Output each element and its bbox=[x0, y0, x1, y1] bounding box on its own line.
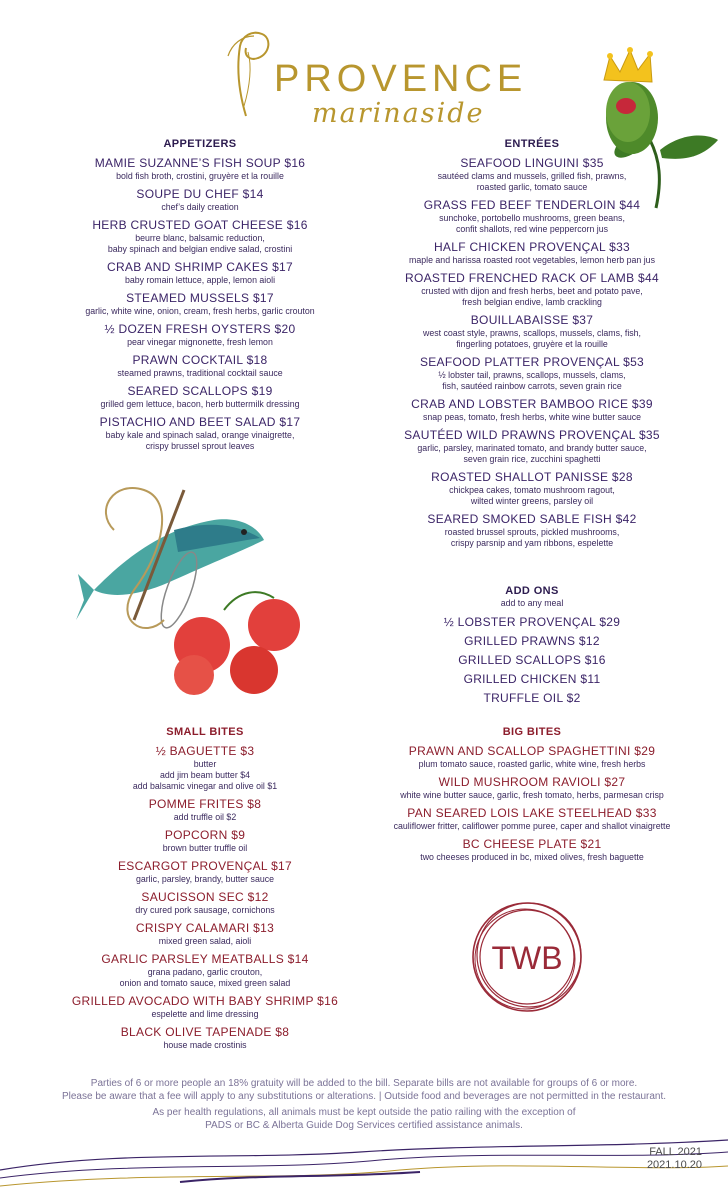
menu-date: 2021.10.20 bbox=[646, 1159, 702, 1171]
menu-item bbox=[372, 198, 692, 235]
section-heading-appetizers: APPETIZERS bbox=[163, 138, 237, 150]
section-heading-big-bites: BIG BITES bbox=[502, 726, 562, 738]
menu-item-description: add truffle oil $2 bbox=[173, 812, 237, 822]
menu-item-name: PAN SEARED LOIS LAKE STEELHEAD $33 bbox=[407, 806, 657, 820]
menu-item-description: grana padano, garlic crouton, bbox=[147, 967, 263, 977]
menu-item-description: white wine butter sauce, garlic, fresh tomato, herbs, parmesan crisp bbox=[400, 790, 664, 800]
addon-item: GRILLED SCALLOPS $16 bbox=[458, 653, 606, 667]
menu-item-description: butter bbox=[193, 759, 217, 769]
menu-item-description: garlic, white wine, onion, cream, fresh herbs, garlic crouton bbox=[85, 306, 315, 316]
section-heading-small-bites: SMALL BITES bbox=[166, 726, 244, 738]
menu-item-description: crispy parsnip and yam ribbons, espelette bbox=[450, 538, 614, 548]
brand-tagline: marinaside bbox=[312, 98, 485, 129]
menu-item-description: garlic, parsley, brandy, butter sauce bbox=[135, 874, 275, 884]
menu-item-description: baby spinach and belgian endive salad, crostini bbox=[107, 244, 293, 254]
menu-item-description: bold fish broth, crostini, gruyère et la rouille bbox=[116, 171, 284, 181]
menu-item-name: SEAFOOD PLATTER PROVENÇAL $53 bbox=[419, 355, 645, 369]
menu-item-description: fresh belgian endive, lamb crackling bbox=[462, 297, 602, 307]
menu-item-name: GRILLED AVOCADO WITH BABY SHRIMP $16 bbox=[71, 994, 339, 1008]
menu-item-name: ½ DOZEN FRESH OYSTERS $20 bbox=[104, 322, 296, 336]
menu-item bbox=[60, 415, 340, 452]
footer-line: PADS or BC & Alberta Guide Dog Services certified assistance animals. bbox=[205, 1119, 523, 1131]
menu-item bbox=[60, 218, 340, 255]
menu-item-description: espelette and lime dressing bbox=[151, 1009, 259, 1019]
menu-item-description: add jim beam butter $4 bbox=[160, 770, 250, 780]
menu-item-description: chickpea cakes, tomato mushroom ragout, bbox=[449, 485, 615, 495]
menu-item-name: ESCARGOT PROVENÇAL $17 bbox=[118, 859, 292, 873]
menu-item-name: SAUCISSON SEC $12 bbox=[141, 890, 269, 904]
menu-item-description: sunchoke, portobello mushrooms, green beans, bbox=[439, 213, 625, 223]
menu-item-name: SEAFOOD LINGUINI $35 bbox=[460, 156, 604, 170]
menu-item bbox=[372, 313, 692, 350]
fish-whisk-tomatoes-illustration bbox=[74, 470, 314, 710]
menu-item-description: plum tomato sauce, roasted garlic, white wine, fresh herbs bbox=[418, 759, 646, 769]
menu-item bbox=[60, 828, 350, 854]
menu-item-description: mixed green salad, aioli bbox=[158, 936, 252, 946]
menu-item bbox=[60, 384, 340, 410]
menu-item bbox=[60, 797, 350, 823]
small-bites-section bbox=[60, 726, 350, 1056]
menu-item bbox=[372, 428, 692, 465]
menu-item-description: crispy brussel sprout leaves bbox=[145, 441, 255, 451]
menu-item bbox=[60, 291, 340, 317]
footer-notes bbox=[30, 1078, 698, 1136]
menu-item-description: wilted winter greens, parsley oil bbox=[470, 496, 594, 506]
menu-item-description: baby kale and spinach salad, orange vinaigrette, bbox=[105, 430, 295, 440]
menu-item bbox=[60, 744, 350, 792]
menu-item-name: GRASS FED BEEF TENDERLOIN $44 bbox=[423, 198, 641, 212]
menu-item bbox=[372, 355, 692, 392]
menu-item bbox=[60, 260, 340, 286]
menu-item-name: POPCORN $9 bbox=[164, 828, 246, 842]
menu-item-description: seven grain rice, zucchini spaghetti bbox=[463, 454, 601, 464]
menu-item-description: roasted brussel sprouts, pickled mushrooms, bbox=[444, 527, 620, 537]
menu-item-description: cauliflower fritter, califlower pomme puree, caper and shallot vinaigrette bbox=[393, 821, 671, 831]
addons-subtitle: add to any meal bbox=[500, 598, 564, 608]
menu-item-name: BOUILLABAISSE $37 bbox=[470, 313, 594, 327]
big-bites-section bbox=[372, 726, 692, 868]
menu-item bbox=[372, 271, 692, 308]
section-heading-addons: ADD ONS bbox=[505, 585, 559, 597]
menu-item bbox=[60, 156, 340, 182]
menu-item-description: brown butter truffle oil bbox=[162, 843, 248, 853]
menu-item bbox=[60, 952, 350, 989]
menu-item-description: sautéed clams and mussels, grilled fish, prawns, bbox=[437, 171, 627, 181]
menu-item bbox=[60, 322, 340, 348]
menu-item-description: beurre blanc, balsamic reduction, bbox=[135, 233, 265, 243]
menu-item-description: grilled gem lettuce, bacon, herb buttermilk dressing bbox=[100, 399, 300, 409]
menu-item-name: WILD MUSHROOM RAVIOLI $27 bbox=[438, 775, 626, 789]
menu-item-description: steamed prawns, traditional cocktail sauce bbox=[117, 368, 283, 378]
menu-item-description: two cheeses produced in bc, mixed olives, fresh baguette bbox=[420, 852, 644, 862]
menu-item bbox=[60, 921, 350, 947]
menu-item-name: CRAB AND SHRIMP CAKES $17 bbox=[106, 260, 293, 274]
addons-section bbox=[372, 585, 692, 710]
menu-item bbox=[60, 859, 350, 885]
menu-item-name: BC CHEESE PLATE $21 bbox=[462, 837, 602, 851]
twb-logo bbox=[465, 895, 590, 1020]
menu-item-description: west coast style, prawns, scallops, mussels, clams, fish, bbox=[422, 328, 642, 338]
decorative-waves bbox=[0, 1130, 728, 1200]
menu-item-description: add balsamic vinegar and olive oil $1 bbox=[132, 781, 278, 791]
menu-item-description: pear vinegar mignonette, fresh lemon bbox=[127, 337, 273, 347]
provence-p-icon bbox=[218, 26, 274, 120]
menu-item bbox=[60, 353, 340, 379]
menu-item-name: CRAB AND LOBSTER BAMBOO RICE $39 bbox=[411, 397, 653, 411]
menu-season: FALL 2021 bbox=[649, 1146, 702, 1158]
menu-item-description: confit shallots, red wine peppercorn jus bbox=[455, 224, 609, 234]
menu-item-name: SEARED SCALLOPS $19 bbox=[127, 384, 273, 398]
menu-item-name: HERB CRUSTED GOAT CHEESE $16 bbox=[92, 218, 308, 232]
menu-item-description: fish, sautéed rainbow carrots, seven grain rice bbox=[442, 381, 622, 391]
menu-item-name: ½ BAGUETTE $3 bbox=[155, 744, 255, 758]
menu-item-description: fingerling potatoes, gruyère et la rouille bbox=[456, 339, 608, 349]
menu-item-description: snap peas, tomato, fresh herbs, white wine butter sauce bbox=[422, 412, 642, 422]
menu-item-name: HALF CHICKEN PROVENÇAL $33 bbox=[433, 240, 631, 254]
menu-item bbox=[372, 744, 692, 770]
twb-logo-text: TWB bbox=[491, 940, 563, 976]
menu-item-name: ROASTED SHALLOT PANISSE $28 bbox=[431, 470, 633, 484]
addon-item: GRILLED CHICKEN $11 bbox=[463, 672, 601, 686]
appetizers-section bbox=[60, 138, 340, 457]
menu-item-name: SAUTÉED WILD PRAWNS PROVENÇAL $35 bbox=[404, 428, 660, 442]
menu-item-name: PRAWN COCKTAIL $18 bbox=[132, 353, 268, 367]
menu-item bbox=[372, 240, 692, 266]
menu-item bbox=[60, 187, 340, 213]
menu-item bbox=[372, 512, 692, 549]
addon-item: ½ LOBSTER PROVENÇAL $29 bbox=[443, 615, 621, 629]
menu-item bbox=[60, 890, 350, 916]
menu-version-stamp bbox=[647, 1146, 702, 1172]
menu-item-name: MAMIE SUZANNE’S FISH SOUP $16 bbox=[94, 156, 306, 170]
menu-item-name: POMME FRITES $8 bbox=[148, 797, 262, 811]
addon-item: TRUFFLE OIL $2 bbox=[483, 691, 581, 705]
menu-item-description: house made crostinis bbox=[163, 1040, 247, 1050]
menu-item-name: PRAWN AND SCALLOP SPAGHETTINI $29 bbox=[408, 744, 656, 758]
menu-item-name: ROASTED FRENCHED RACK OF LAMB $44 bbox=[405, 271, 659, 285]
menu-item-name: GARLIC PARSLEY MEATBALLS $14 bbox=[101, 952, 309, 966]
menu-item bbox=[372, 470, 692, 507]
brand-name: PROVENCE bbox=[274, 58, 528, 100]
section-heading-entrees: ENTRÉES bbox=[504, 138, 560, 150]
menu-item-description: baby romain lettuce, apple, lemon aioli bbox=[124, 275, 276, 285]
menu-item bbox=[60, 994, 350, 1020]
menu-item-name: STEAMED MUSSELS $17 bbox=[126, 291, 274, 305]
menu-item bbox=[372, 837, 692, 863]
entrees-section bbox=[372, 138, 692, 554]
menu-item bbox=[60, 1025, 350, 1051]
menu-item-name: CRISPY CALAMARI $13 bbox=[135, 921, 275, 935]
menu-item-description: chef’s daily creation bbox=[161, 202, 239, 212]
menu-item-name: SOUPE DU CHEF $14 bbox=[136, 187, 264, 201]
footer-line: Parties of 6 or more people an 18% gratuity will be added to the bill. Separate bills are not available for groups of 6 or more. bbox=[90, 1078, 638, 1089]
menu-item bbox=[372, 397, 692, 423]
menu-item-name: PISTACHIO AND BEET SALAD $17 bbox=[99, 415, 301, 429]
menu-item bbox=[372, 775, 692, 801]
addon-item: GRILLED PRAWNS $12 bbox=[464, 634, 600, 648]
menu-item-description: ½ lobster tail, prawns, scallops, mussels, clams, bbox=[438, 370, 626, 380]
footer-line: Please be aware that a fee will apply to any substitutions or alterations. | Outside food and beverages are not permitted in the restaurant. bbox=[61, 1090, 667, 1102]
menu-item-description: onion and tomato sauce, mixed green salad bbox=[119, 978, 291, 988]
menu-item-description: garlic, parsley, marinated tomato, and brandy butter sauce, bbox=[417, 443, 647, 453]
menu-item-description: maple and harissa roasted root vegetables, lemon herb pan jus bbox=[409, 255, 655, 265]
menu-item bbox=[372, 156, 692, 193]
menu-item-name: BLACK OLIVE TAPENADE $8 bbox=[120, 1025, 290, 1039]
menu-item bbox=[372, 806, 692, 832]
menu-item-description: dry cured pork sausage, cornichons bbox=[135, 905, 275, 915]
footer-line: As per health regulations, all animals must be kept outside the patio railing with the exception of bbox=[152, 1107, 576, 1118]
menu-item-description: roasted garlic, tomato sauce bbox=[476, 182, 588, 192]
menu-item-description: crusted with dijon and fresh herbs, beet and potato pave, bbox=[421, 286, 643, 296]
menu-item-name: SEARED SMOKED SABLE FISH $42 bbox=[427, 512, 637, 526]
